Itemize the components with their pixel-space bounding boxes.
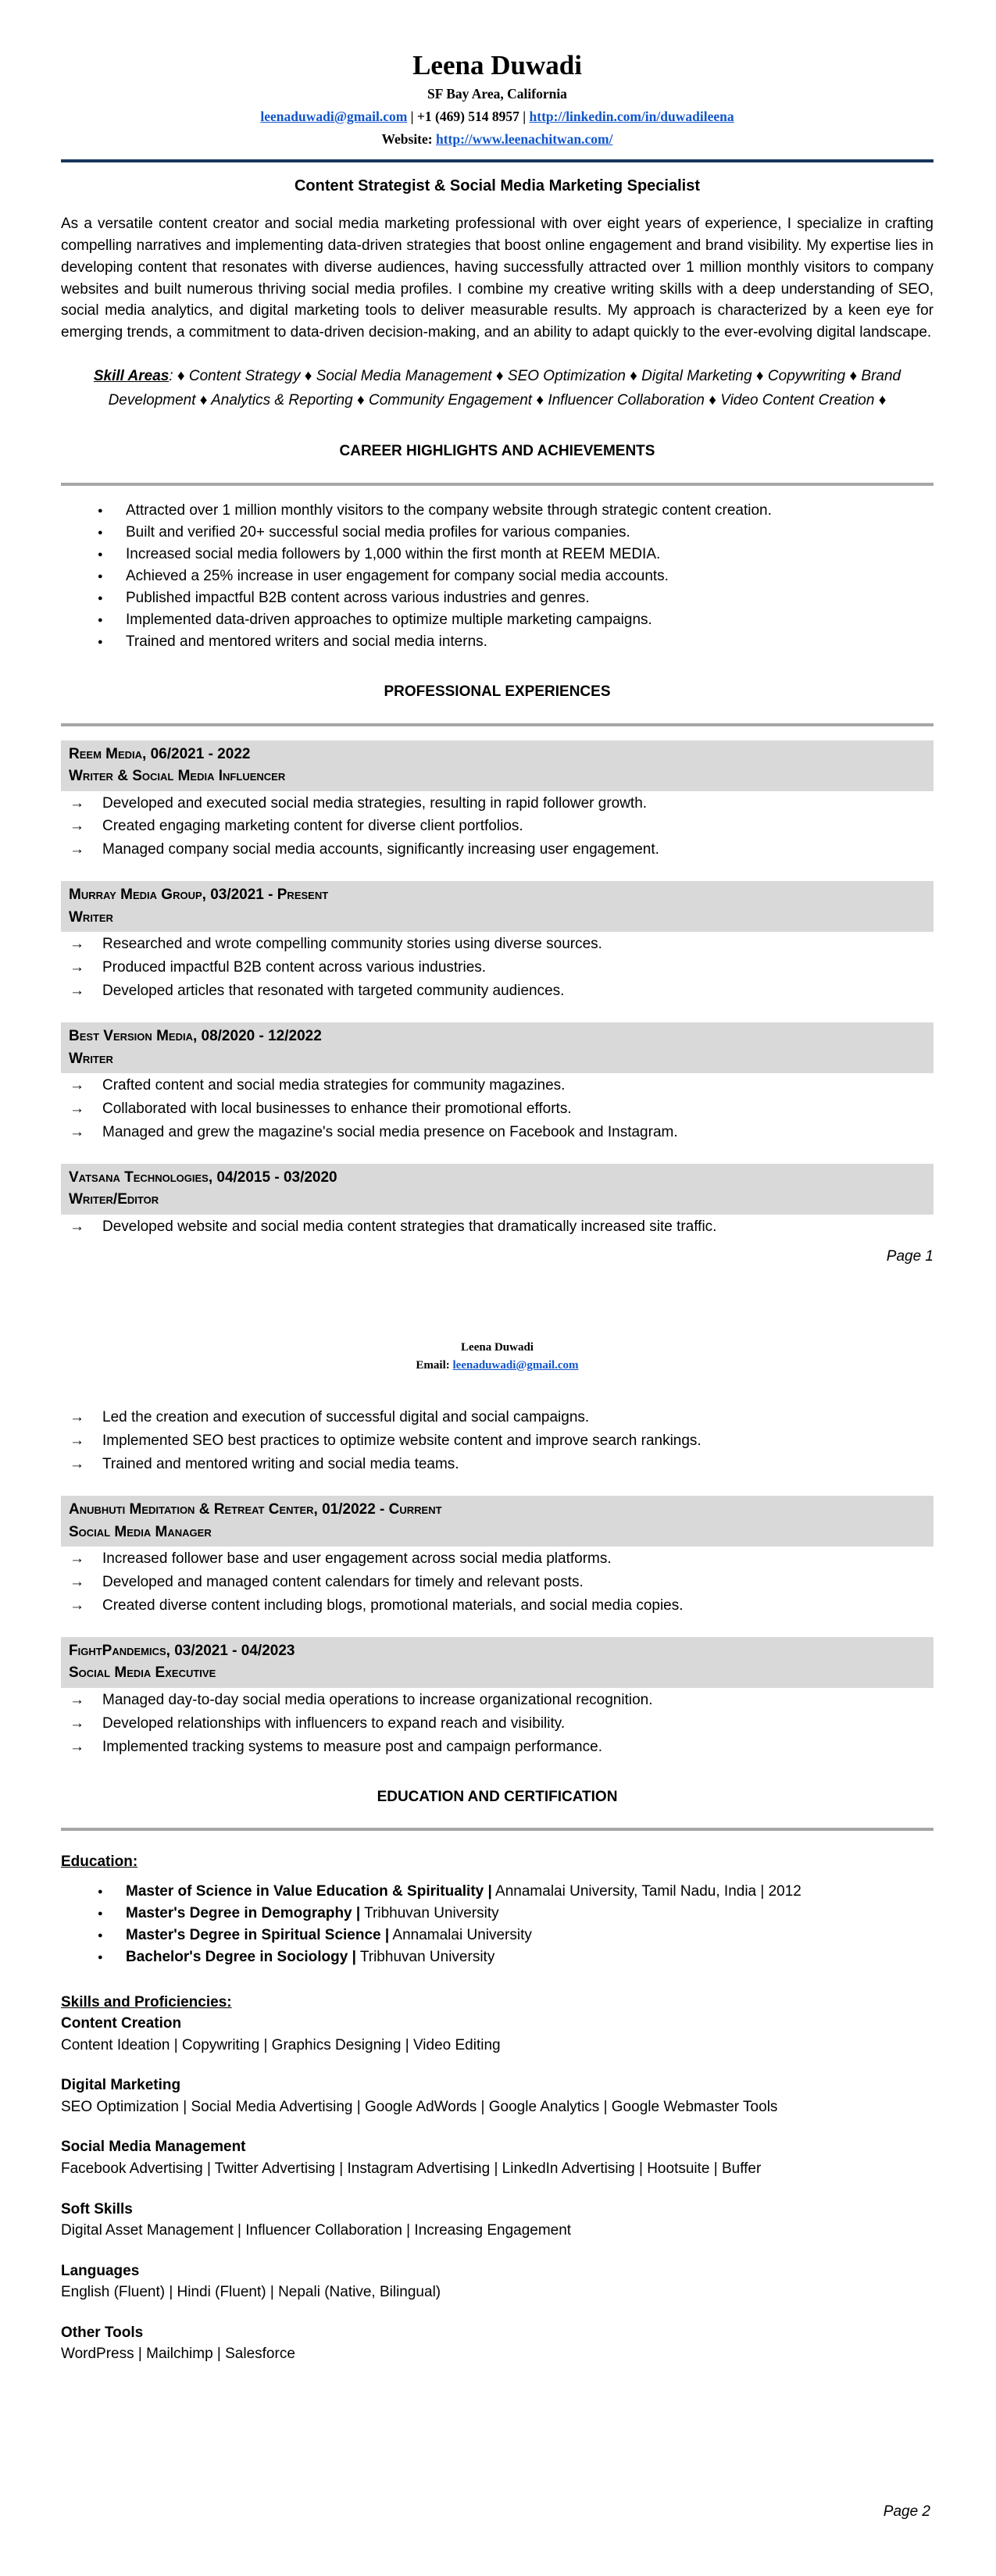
job-company: Murray Media Group, 03/2021 - Present — [69, 887, 329, 904]
job-role: Social Media Executive — [69, 1664, 216, 1682]
email-label: Email: — [416, 1358, 453, 1372]
job-bullet: → Crafted content and social media strategies for community magazines. — [61, 1075, 934, 1097]
dot-bullet-icon: ● — [98, 594, 103, 604]
skill-group-items: Facebook Advertising | Twitter Advertising | Instagram Advertising | LinkedIn Advertising | Hootsuite | Buffer — [61, 2160, 762, 2177]
linkedin-link[interactable]: http://linkedin.com/in/duwadileena — [529, 108, 734, 124]
skill-group-items: WordPress | Mailchimp | Salesforce — [61, 2346, 295, 2363]
job-entry — [61, 1022, 934, 1144]
job-bullet: → Increased follower base and user engagement across social media platforms. — [61, 1548, 934, 1570]
website-line — [61, 128, 934, 151]
job-bullet: → Developed relationships with influencers to expand reach and visibility. — [61, 1713, 934, 1735]
section-heading-career: CAREER HIGHLIGHTS AND ACHIEVEMENTS — [339, 443, 655, 460]
dot-bullet-icon: ● — [98, 506, 103, 516]
job-header — [61, 1164, 934, 1215]
page2-header-name: Leena Duwadi — [461, 1341, 534, 1354]
job-bullet: → Collaborated with local businesses to enhance their promotional efforts. — [61, 1098, 934, 1120]
job-entry-continued — [61, 1407, 934, 1475]
job-header — [61, 1022, 934, 1073]
page-number: Page 2 — [883, 2503, 930, 2521]
list-item: ● Implemented data-driven approaches to optimize multiple marketing campaigns. — [61, 609, 934, 631]
arrow-bullet-icon: → — [70, 1691, 84, 1708]
arrow-bullet-icon: → — [70, 841, 84, 858]
dot-bullet-icon: ● — [98, 528, 103, 538]
arrow-bullet-icon: → — [70, 1550, 84, 1568]
skill-group-title: Social Media Management — [61, 2139, 246, 2156]
arrow-bullet-icon: → — [70, 936, 84, 953]
list-item: ● Master's Degree in Spiritual Science | Annamalai University — [61, 1925, 934, 1946]
job-entry — [61, 1637, 934, 1758]
education-label: Education: — [61, 1854, 138, 1871]
skills-proficiencies-label: Skills and Proficiencies: — [61, 1993, 232, 2010]
section-divider — [61, 1828, 934, 1831]
job-bullet: → Implemented tracking systems to measure post and campaign performance. — [61, 1736, 934, 1758]
job-bullet: → Managed day-to-day social media operations to increase organizational recognition. — [61, 1689, 934, 1711]
job-bullet: → Created engaging marketing content for diverse client portfolios. — [61, 815, 934, 837]
skill-group-items: English (Fluent) | Hindi (Fluent) | Nepali (Native, Bilingual) — [61, 2284, 441, 2301]
professional-summary: As a versatile content creator and social media marketing professional with over eight years of experience, I specialize in crafting compelling narratives and implementing data-driven strategies that boost online engagement and brand visibility. My expertise lies in developing content that resonates with diverse audiences, having successfully attracted over 1 million monthly visitors to company websites and built numerous thriving social media profiles. I combine my creative writing skills with a deep understanding of SEO, social media analytics, and digital marketing tools to deliver measurable results. My approach is characterized by a keen eye for emerging trends, a commitment to data-driven decision-making, and an ability to adapt quickly to the ever-evolving digital landscape. — [61, 216, 934, 341]
job-company: Vatsana Technologies, 04/2015 - 03/2020 — [69, 1168, 337, 1186]
job-role: Writer/Editor — [69, 1191, 159, 1208]
education-list — [61, 1881, 934, 1968]
skill-areas-list: : ♦ Content Strategy ♦ Social Media Management ♦ SEO Optimization ♦ Digital Marketing ♦ Copywriting ♦ Brand Development ♦ Analytics & Reporting ♦ Community Engagement ♦ Influencer Collaboration ♦ Video Content Creation ♦ — [108, 367, 901, 409]
list-item: ● Achieved a 25% increase in user engagement for company social media accounts. — [61, 566, 934, 587]
arrow-bullet-icon: → — [70, 983, 84, 1000]
job-company: Best Version Media, 08/2020 - 12/2022 — [69, 1028, 322, 1045]
phone-text: | +1 (469) 514 8957 | — [407, 108, 530, 124]
job-header — [61, 740, 934, 791]
skill-group-title: Other Tools — [61, 2324, 144, 2341]
skill-group-items: Content Ideation | Copywriting | Graphics Designing | Video Editing — [61, 2036, 501, 2053]
job-header — [61, 881, 934, 932]
arrow-bullet-icon: → — [70, 1597, 84, 1614]
job-bullet: → Researched and wrote compelling community stories using diverse sources. — [61, 933, 934, 955]
page-break-gap — [61, 1267, 934, 1339]
dot-bullet-icon: ● — [98, 1908, 103, 1918]
arrow-bullet-icon: → — [70, 1574, 84, 1591]
arrow-bullet-icon: → — [70, 1738, 84, 1755]
job-bullet: → Implemented SEO best practices to optimize website content and improve search rankings. — [61, 1430, 934, 1452]
job-entry — [61, 1164, 934, 1238]
job-role: Social Media Manager — [69, 1523, 212, 1540]
dot-bullet-icon: ● — [98, 1930, 103, 1940]
list-item: ● Attracted over 1 million monthly visitors to the company website through strategic content creation. — [61, 500, 934, 522]
dot-bullet-icon: ● — [98, 1952, 103, 1962]
arrow-bullet-icon: → — [70, 1218, 84, 1235]
list-item: ● Increased social media followers by 1,000 within the first month at REEM MEDIA. — [61, 544, 934, 566]
job-bullet: → Trained and mentored writing and social media teams. — [61, 1454, 934, 1475]
arrow-bullet-icon: → — [70, 1077, 84, 1094]
job-entry — [61, 1496, 934, 1617]
job-entry — [61, 881, 934, 1002]
job-role: Writer — [69, 908, 113, 926]
job-bullet: → Led the creation and execution of successful digital and social campaigns. — [61, 1407, 934, 1429]
email-link[interactable]: leenaduwadi@gmail.com — [260, 108, 408, 124]
website-label: Website: — [381, 130, 436, 147]
arrow-bullet-icon: → — [70, 1456, 84, 1473]
candidate-name: Leena Duwadi — [412, 50, 582, 80]
job-bullet: → Managed company social media accounts, significantly increasing user engagement. — [61, 839, 934, 861]
arrow-bullet-icon: → — [70, 1409, 84, 1426]
job-company: FightPandemics, 03/2021 - 04/2023 — [69, 1642, 295, 1659]
job-bullet: → Created diverse content including blogs, promotional materials, and social media copies. — [61, 1595, 934, 1617]
skill-group — [61, 2136, 934, 2179]
website-link[interactable]: http://www.leenachitwan.com/ — [435, 130, 613, 147]
skill-group-title: Digital Marketing — [61, 2077, 181, 2094]
list-item: ● Trained and mentored writers and social media interns. — [61, 631, 934, 653]
dot-bullet-icon: ● — [98, 637, 103, 648]
skill-group — [61, 2322, 934, 2365]
skill-areas-label: Skill Areas — [93, 367, 170, 384]
section-divider — [61, 483, 934, 486]
list-item: ● Published impactful B2B content across various industries and genres. — [61, 587, 934, 609]
arrow-bullet-icon: → — [70, 818, 84, 835]
skill-areas-line — [61, 364, 934, 413]
arrow-bullet-icon: → — [70, 1101, 84, 1118]
dot-bullet-icon: ● — [98, 1886, 103, 1896]
section-divider — [61, 723, 934, 726]
page2-header-email-line — [61, 1357, 934, 1375]
skill-group-title: Soft Skills — [61, 2200, 133, 2217]
job-title-heading: Content Strategist & Social Media Marketing Specialist — [294, 177, 700, 195]
arrow-bullet-icon: → — [70, 1432, 84, 1450]
job-role: Writer & Social Media Influencer — [69, 768, 286, 785]
job-bullet: → Produced impactful B2B content across various industries. — [61, 957, 934, 979]
skill-group-items: Digital Asset Management | Influencer Collaboration | Increasing Engagement — [61, 2222, 572, 2239]
list-item: ● Built and verified 20+ successful social media profiles for various companies. — [61, 522, 934, 544]
job-company: Anubhuti Meditation & Retreat Center, 01/2022 - Current — [69, 1501, 442, 1518]
job-header — [61, 1496, 934, 1547]
skill-group — [61, 2260, 934, 2303]
section-heading-education: EDUCATION AND CERTIFICATION — [377, 1788, 618, 1805]
header-divider — [61, 159, 934, 162]
list-item: ● Master's Degree in Demography | Tribhuvan University — [61, 1903, 934, 1925]
career-highlights-list — [61, 500, 934, 653]
arrow-bullet-icon: → — [70, 1123, 84, 1140]
job-entry — [61, 740, 934, 862]
job-bullet: → Developed website and social media content strategies that dramatically increased site traffic. — [61, 1216, 934, 1238]
candidate-location: SF Bay Area, California — [427, 85, 567, 102]
dot-bullet-icon: ● — [98, 550, 103, 560]
contact-line — [61, 105, 934, 128]
job-role: Writer — [69, 1050, 113, 1067]
job-bullet: → Managed and grew the magazine's social media presence on Facebook and Instagram. — [61, 1122, 934, 1144]
skill-group — [61, 2075, 934, 2118]
skill-group-title: Content Creation — [61, 2015, 182, 2032]
dot-bullet-icon: ● — [98, 572, 103, 582]
job-company: Reem Media, 06/2021 - 2022 — [69, 745, 251, 762]
page-number: Page 1 — [886, 1247, 934, 1265]
job-bullet: → Developed articles that resonated with targeted community audiences. — [61, 980, 934, 1002]
skill-group — [61, 2199, 934, 2242]
job-bullet: → Developed and executed social media strategies, resulting in rapid follower growth. — [61, 793, 934, 815]
arrow-bullet-icon: → — [70, 959, 84, 976]
dot-bullet-icon: ● — [98, 615, 103, 626]
arrow-bullet-icon: → — [70, 1714, 84, 1732]
list-item: ● Master of Science in Value Education & Spirituality | Annamalai University, Tamil Nadu, India | 2012 — [61, 1881, 934, 1903]
skill-group-items: SEO Optimization | Social Media Advertising | Google AdWords | Google Analytics | Google Webmaster Tools — [61, 2098, 778, 2115]
skill-group-title: Languages — [61, 2262, 140, 2279]
skill-group — [61, 2013, 934, 2056]
job-header — [61, 1637, 934, 1688]
list-item: ● Bachelor's Degree in Sociology | Tribhuvan University — [61, 1946, 934, 1968]
section-heading-experience: PROFESSIONAL EXPERIENCES — [384, 683, 611, 701]
job-bullet: → Developed and managed content calendars for timely and relevant posts. — [61, 1572, 934, 1593]
email-link[interactable]: leenaduwadi@gmail.com — [452, 1358, 579, 1372]
arrow-bullet-icon: → — [70, 794, 84, 812]
